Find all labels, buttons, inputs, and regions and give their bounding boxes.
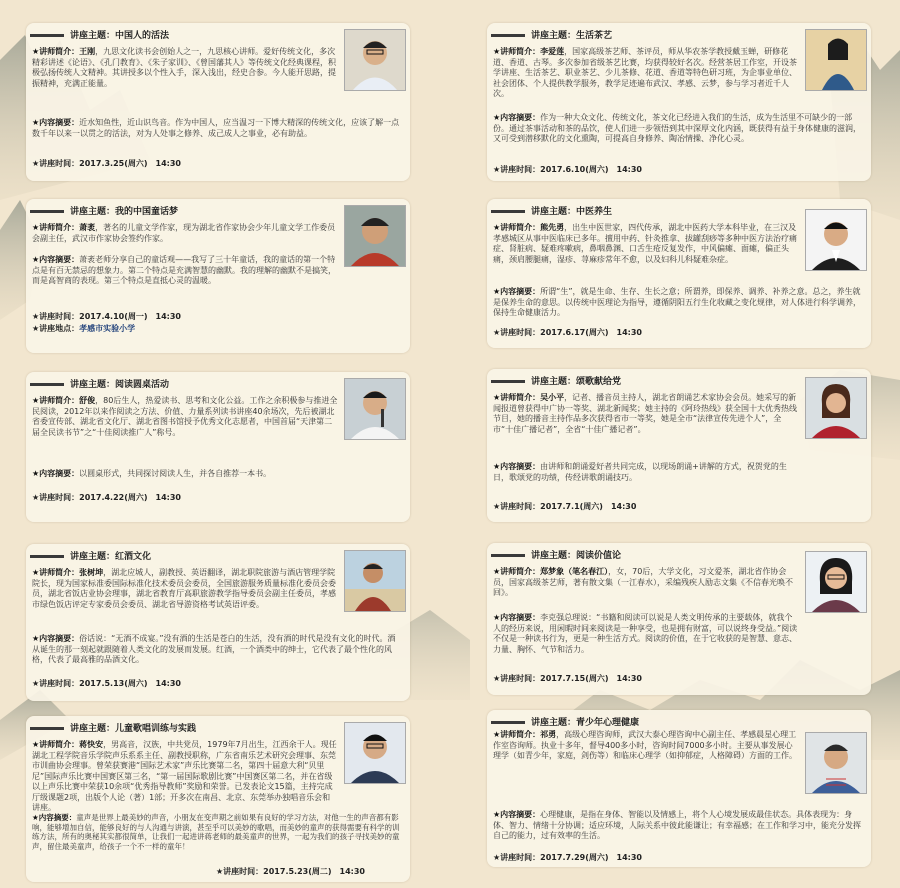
lecture-summary bbox=[32, 813, 402, 851]
intro-text: ，湖北应城人，副教授、英语翻译，湖北职院旅游与酒店管理学院院长，现为国家标准委国际标准化技术委员会委员，全国旅游服务质量标准化委员会委员，湖北省饭店业协会理事，湖北省教育厅高职旅游教学指导委员会副主任委员，孝感市绿色饭店评定专家委员会委员、湖北省导游资格考试英语评委。 bbox=[32, 568, 336, 609]
lecture-time bbox=[493, 164, 642, 175]
lecture-summary bbox=[493, 462, 799, 483]
topic-label: 讲座主题： bbox=[531, 31, 577, 41]
lecture-time bbox=[493, 501, 636, 512]
time-value: 2017.7.15(周六) 14:30 bbox=[540, 674, 642, 683]
speaker-name: 李爱莲 bbox=[540, 47, 565, 56]
time-value: 2017.6.10(周六) 14:30 bbox=[540, 165, 642, 174]
speaker-photo bbox=[344, 378, 406, 440]
intro-label: ★讲师简介： bbox=[493, 47, 541, 56]
speaker-name: 萧袤 bbox=[79, 223, 96, 232]
topic-title: 生活茶艺 bbox=[576, 31, 613, 41]
speaker-name: 熊先勇 bbox=[540, 223, 565, 232]
lecture-card bbox=[26, 372, 410, 522]
speaker-intro bbox=[493, 47, 799, 100]
speaker-photo bbox=[344, 722, 406, 784]
speaker-intro bbox=[32, 568, 338, 610]
lecture-card bbox=[487, 710, 871, 867]
lecture-card bbox=[487, 23, 871, 181]
summary-label: ★内容摘要： bbox=[32, 469, 80, 478]
summary-text: 李克强总理说：“书籍和阅读可以说是人类文明传承的主要载体，就我个人的经历来说，用闲暇时间来阅读是一种享受，也是拥有财富，可以说终身受益。”阅读不仅是一种读书行为，更是一种生活方式。阅读的价值，在于它收获的是智慧、意志、力量、胸怀、气节和活力。 bbox=[493, 613, 798, 654]
summary-label: ★内容摘要： bbox=[493, 287, 541, 296]
speaker-name: 吴小平 bbox=[540, 393, 565, 402]
topic-label: 讲座主题： bbox=[70, 380, 116, 390]
summary-label: ★内容摘要： bbox=[32, 813, 77, 822]
lecture-summary bbox=[493, 287, 863, 319]
lecture-card bbox=[26, 544, 410, 701]
topic-label: 讲座主题： bbox=[70, 207, 116, 217]
lecture-topic bbox=[491, 28, 612, 41]
place-label: ★讲座地点： bbox=[32, 324, 80, 333]
intro-text: ，国家高级茶艺师、茶评员，师从华农茶学教授戴玉蝉，研修花道、香道、古琴。多次参加省级茶艺比赛，均获得较好名次。经营茶居工作室，开设茶学讲座、生活茶艺、职业茶艺、少儿茶修、花道、香道等特色研习班，为企事业单位、社会团体、个人提供教学服务，教学足迹遍布武汉、孝感、云梦，参与学习者近千人次。 bbox=[493, 47, 797, 98]
speaker-name: 张树坤 bbox=[79, 568, 104, 577]
speaker-intro bbox=[493, 223, 799, 265]
time-value: 2017.6.17(周六) 14:30 bbox=[540, 328, 642, 337]
summary-label: ★内容摘要： bbox=[493, 810, 541, 819]
lecture-summary bbox=[32, 634, 402, 666]
intro-text: ，出生中医世家，四代传承，湖北中医药大学本科毕业，在三汉及孝感城区从事中医临床已多年。擅用中药、针灸推拿、拔罐刮痧等多种中医方法治疗痛症、肾脏病、疑难疼嗽病，鼻咽鼻渊、口舌生疮反复发作，中风偏瘫、面瘫，偏正头痛，颈肩腰腿痛，湿疹、荨麻疹常年不愈，以及妇科儿科疑难杂症。 bbox=[493, 223, 797, 264]
time-value: 2017.7.29(周六) 14:30 bbox=[540, 853, 642, 862]
lecture-summary bbox=[493, 613, 799, 655]
lecture-time bbox=[493, 327, 642, 338]
summary-text: 作为一种大众文化、传统文化，茶文化已经进入我们的生活，成为生活里不可缺少的一部份。通过茶事活动和茶的品饮，使人们进一步领悟到其中深厚文化内涵，既获得有益于身体健康的滋润，又可受到潜移默化的文化熏陶，可提高自身修养、陶冶情操、净化心灵。 bbox=[493, 113, 861, 143]
summary-text: 童声是世界上最美妙的声音，小朋友在变声期之前如果有良好的学习方法，对他一生的声音都有影响，能够增加自信，能够良好的与人沟通与讲演，甚至乎可以美妙的歌唱，而美妙的童声的获得需要有科学的训练方法，所有的奥秘其实都很简单，让我们一起进讲蒋老师的最美童声的世界，一起为我们的孩子寻找美妙的童声，留住最美童声，给孩子一个不一样的童年！ bbox=[32, 813, 400, 851]
topic-label: 讲座主题： bbox=[531, 377, 577, 387]
speaker-intro bbox=[493, 567, 799, 599]
summary-text: 由讲师和朗诵爱好者共同完成，以现场朗诵+讲解的方式，祝贺党的生日，歌颂党的功绩，传经讲歌朗诵技巧。 bbox=[493, 462, 787, 482]
topic-title: 中国人的活法 bbox=[115, 31, 170, 41]
time-label: ★讲座时间： bbox=[493, 853, 541, 862]
summary-label: ★内容摘要： bbox=[493, 113, 541, 122]
time-label: ★讲座时间： bbox=[216, 867, 264, 876]
intro-text: ，女，70后，大学文化，习文爱茶，湖北省作协会员，国家高级茶艺师，著有散文集（一江春水），采编残疾人励志文集《不信春光唤不回》。 bbox=[493, 567, 793, 597]
intro-text: ，著名的儿童文学作家，现为湖北省作家协会少年儿童文学工作委员会副主任，武汉市作家协会签约作家。 bbox=[32, 223, 336, 243]
time-label: ★讲座时间： bbox=[32, 312, 80, 321]
lecture-card bbox=[26, 23, 410, 181]
lecture-topic bbox=[491, 715, 639, 728]
topic-label: 讲座主题： bbox=[70, 552, 116, 562]
lecture-summary bbox=[32, 469, 402, 480]
lecture-card bbox=[487, 199, 871, 348]
speaker-photo bbox=[805, 209, 867, 271]
lecture-card bbox=[26, 716, 410, 882]
summary-label: ★内容摘要： bbox=[493, 462, 541, 471]
lecture-topic bbox=[30, 28, 169, 41]
lecture-time bbox=[32, 678, 181, 689]
lecture-summary bbox=[493, 113, 863, 145]
speaker-photo bbox=[344, 550, 406, 612]
summary-text: 心理健康，是指在身体、智能以及情感上，将个人心境发展成最佳状态。具体表现为：身体、智力、情绪十分协调；适应环境，人际关系中彼此能谦让；有幸福感；在工作和学习中，能充分发挥自己的能力，过有效率的生活。 bbox=[493, 810, 861, 840]
time-value: 2017.4.10(周一) 14:30 bbox=[79, 312, 181, 321]
topic-label: 讲座主题： bbox=[70, 724, 116, 734]
summary-label: ★内容摘要： bbox=[32, 634, 80, 643]
lecture-topic bbox=[30, 204, 178, 217]
lecture-time bbox=[32, 311, 181, 322]
summary-label: ★内容摘要： bbox=[32, 255, 80, 264]
time-label: ★讲座时间： bbox=[493, 674, 541, 683]
time-label: ★讲座时间： bbox=[32, 159, 80, 168]
speaker-name: 郑梦象（笔名春江） bbox=[540, 567, 609, 576]
topic-label: 讲座主题： bbox=[70, 31, 116, 41]
speaker-name: 王刚 bbox=[79, 47, 96, 56]
summary-text: 所谓“生”，就是生命、生存、生长之意；所谓养，即保养、调养、补养之意。总之，养生就是保养生命的意思。以传统中医理论为指导，遵循阴阳五行生化收藏之变化规律，对人体进行科学调养，保持生命健康活力。 bbox=[493, 287, 861, 317]
lecture-time bbox=[216, 866, 365, 877]
intro-label: ★讲师简介： bbox=[32, 47, 80, 56]
topic-title: 阅读圆桌活动 bbox=[115, 380, 170, 390]
lecture-card bbox=[487, 369, 871, 522]
speaker-intro bbox=[32, 223, 338, 244]
lecture-card bbox=[487, 543, 871, 695]
speaker-photo bbox=[344, 29, 406, 91]
lecture-topic bbox=[491, 374, 621, 387]
intro-text: ，记者、播音员主持人，湖北省朗诵艺术家协会会员。她采写的新闻报道曾获得中广协一等奖、湖北新闻奖；她主持的《阿玲热线》获全国十大优秀热线节目，她的播音主持作品多次获得省市一等奖，她是全市“法律宣传先进个人”，全市“十佳广播记者”，全省“十佳广播记者”。 bbox=[493, 393, 797, 434]
time-label: ★讲座时间： bbox=[32, 493, 80, 502]
intro-text: ，九思文化读书会创始人之一，九思核心讲师。爱好传统文化，多次精彩讲述《论语》、《孔门教育》、《朱子家训》、《曾国藩其人》等传统文化经典课程，积极弘扬传统人文精神。其讲授多以个性入手，深入浅出，经史合参。今人能开思路，提振精神，充满正能量。 bbox=[32, 47, 336, 88]
topic-title: 儿童歌唱训练与实践 bbox=[115, 724, 197, 734]
time-value: 2017.4.22(周六) 14:30 bbox=[79, 493, 181, 502]
topic-title: 红酒文化 bbox=[115, 552, 152, 562]
intro-label: ★讲师简介： bbox=[32, 223, 80, 232]
time-label: ★讲座时间： bbox=[32, 679, 80, 688]
time-label: ★讲座时间： bbox=[493, 502, 541, 511]
speaker-intro bbox=[493, 730, 799, 762]
topic-title: 阅读价值论 bbox=[576, 551, 622, 561]
summary-text: 萧袤老师分享自己的童话观——我写了三十年童话，我的童话的第一个特点是有百无禁忌的想象力。第二个特点是充满智慧的幽默。我的理解的幽默不是搞笑，而是高智商的表现。第三个特点是直抵心灵的温暖。 bbox=[32, 255, 336, 285]
lecture-topic bbox=[491, 548, 621, 561]
lecture-time bbox=[32, 158, 181, 169]
speaker-intro bbox=[32, 740, 338, 814]
lecture-summary bbox=[32, 118, 402, 139]
speaker-name: 舒俊 bbox=[79, 396, 96, 405]
topic-title: 青少年心理健康 bbox=[576, 718, 640, 728]
speaker-intro bbox=[493, 393, 799, 435]
time-label: ★讲座时间： bbox=[493, 165, 541, 174]
topic-label: 讲座主题： bbox=[531, 207, 577, 217]
intro-label: ★讲师简介： bbox=[493, 567, 541, 576]
speaker-photo bbox=[805, 377, 867, 439]
lecture-summary bbox=[493, 810, 863, 842]
intro-text: ，高级心理咨询师，武汉大泰心理咨询中心副主任、孝感晨星心理工作室咨询师。执业十多年，督导400多小时，咨询时间7000多小时。主要从事发展心理学（如青少年，家庭，剑伤等）和临床心理学（如抑郁症，人格障碍）方面的工作。 bbox=[493, 730, 797, 760]
place-value: 孝感市实验小学 bbox=[79, 324, 136, 333]
speaker-intro bbox=[32, 396, 338, 438]
time-value: 2017.3.25(周六) 14:30 bbox=[79, 159, 181, 168]
intro-text: ，男高音，汉族，中共党员，1979年7月出生，江西余干人。现任湖北工程学院音乐学院声乐系系主任、副教授职称，广东省南乐艺术研究会理事、东莞市训曲协会理事。曾荣获赛港“国际艺术家”声乐比赛第二名，第四十届意大利“贝里尼”国际声乐比赛中国赛区第三名，“第一届国际歌剧比赛”中国赛区第二名，并在省级以上声乐比赛中荣获10余项“优秀指导教师”奖励和荣誉。已发表论文15篇，主持完成厅级课题2项，出版个人论（著）1部；开多次在南昌、北京、东莞举办独唱音乐会和讲座。 bbox=[32, 740, 337, 812]
lecture-topic bbox=[30, 377, 169, 390]
intro-label: ★讲师简介： bbox=[32, 568, 80, 577]
lecture-time bbox=[493, 852, 642, 863]
topic-title: 中医养生 bbox=[576, 207, 613, 217]
lecture-place bbox=[32, 323, 135, 334]
speaker-photo bbox=[805, 732, 867, 794]
speaker-photo bbox=[805, 551, 867, 613]
summary-text: 近水知鱼性，近山识鸟音。作为中国人，应当温习一下博大精深的传统文化，应该了解一点数千年以来一以贯之的活法，对为人处事之修养、成己成人之事业，必有助益。 bbox=[32, 118, 400, 138]
intro-label: ★讲师简介： bbox=[493, 223, 541, 232]
summary-label: ★内容摘要： bbox=[493, 613, 541, 622]
time-value: 2017.7.1(周六) 14:30 bbox=[540, 502, 637, 511]
topic-title: 颂歌献给党 bbox=[576, 377, 622, 387]
intro-label: ★讲师简介： bbox=[32, 740, 80, 749]
topic-title: 我的中国童话梦 bbox=[115, 207, 179, 217]
speaker-intro bbox=[32, 47, 338, 89]
time-value: 2017.5.23(周二) 14:30 bbox=[263, 867, 365, 876]
time-label: ★讲座时间： bbox=[493, 328, 541, 337]
lecture-time bbox=[493, 673, 642, 684]
lecture-card bbox=[26, 199, 410, 353]
summary-label: ★内容摘要： bbox=[32, 118, 80, 127]
intro-label: ★讲师简介： bbox=[493, 730, 541, 739]
speaker-photo bbox=[344, 205, 406, 267]
summary-text: 俗话说：“无酒不成宴。”没有酒的生活是苍白的生活，没有酒的时代是没有文化的时代。酒从诞生的那一刻起就跟随着人类文化的发展而发展。红酒，一个酒类中的绅士，它代表了最个性化的风格，代表了最高雅的品酒文化。 bbox=[32, 634, 396, 664]
intro-label: ★讲师简介： bbox=[32, 396, 80, 405]
summary-text: 以圆桌形式，共同探讨阅读人生，并各自推荐一本书。 bbox=[79, 469, 272, 478]
speaker-name: 蒋快安 bbox=[79, 740, 104, 749]
speaker-photo bbox=[805, 29, 867, 91]
speaker-name: 祁勇 bbox=[540, 730, 557, 739]
intro-label: ★讲师简介： bbox=[493, 393, 541, 402]
lecture-topic bbox=[30, 721, 196, 734]
intro-text: ，80后生人，热爱读书、思考和文化公益。工作之余积极参与推进全民阅读，2012年以来作阅读之方法、价值、力量系列读书讲座40余场次，先后被湖北省委宣传部、湖北省文化厅、湖北省图书馆授予优秀文化志愿者，中国首届“天津第二届全民读书节”之“十佳阅读推广人”称号。 bbox=[32, 396, 338, 437]
lecture-time bbox=[32, 492, 181, 503]
topic-label: 讲座主题： bbox=[531, 551, 577, 561]
time-value: 2017.5.13(周六) 14:30 bbox=[79, 679, 181, 688]
lecture-topic bbox=[491, 204, 612, 217]
topic-label: 讲座主题： bbox=[531, 718, 577, 728]
lecture-topic bbox=[30, 549, 151, 562]
lecture-summary bbox=[32, 255, 338, 287]
